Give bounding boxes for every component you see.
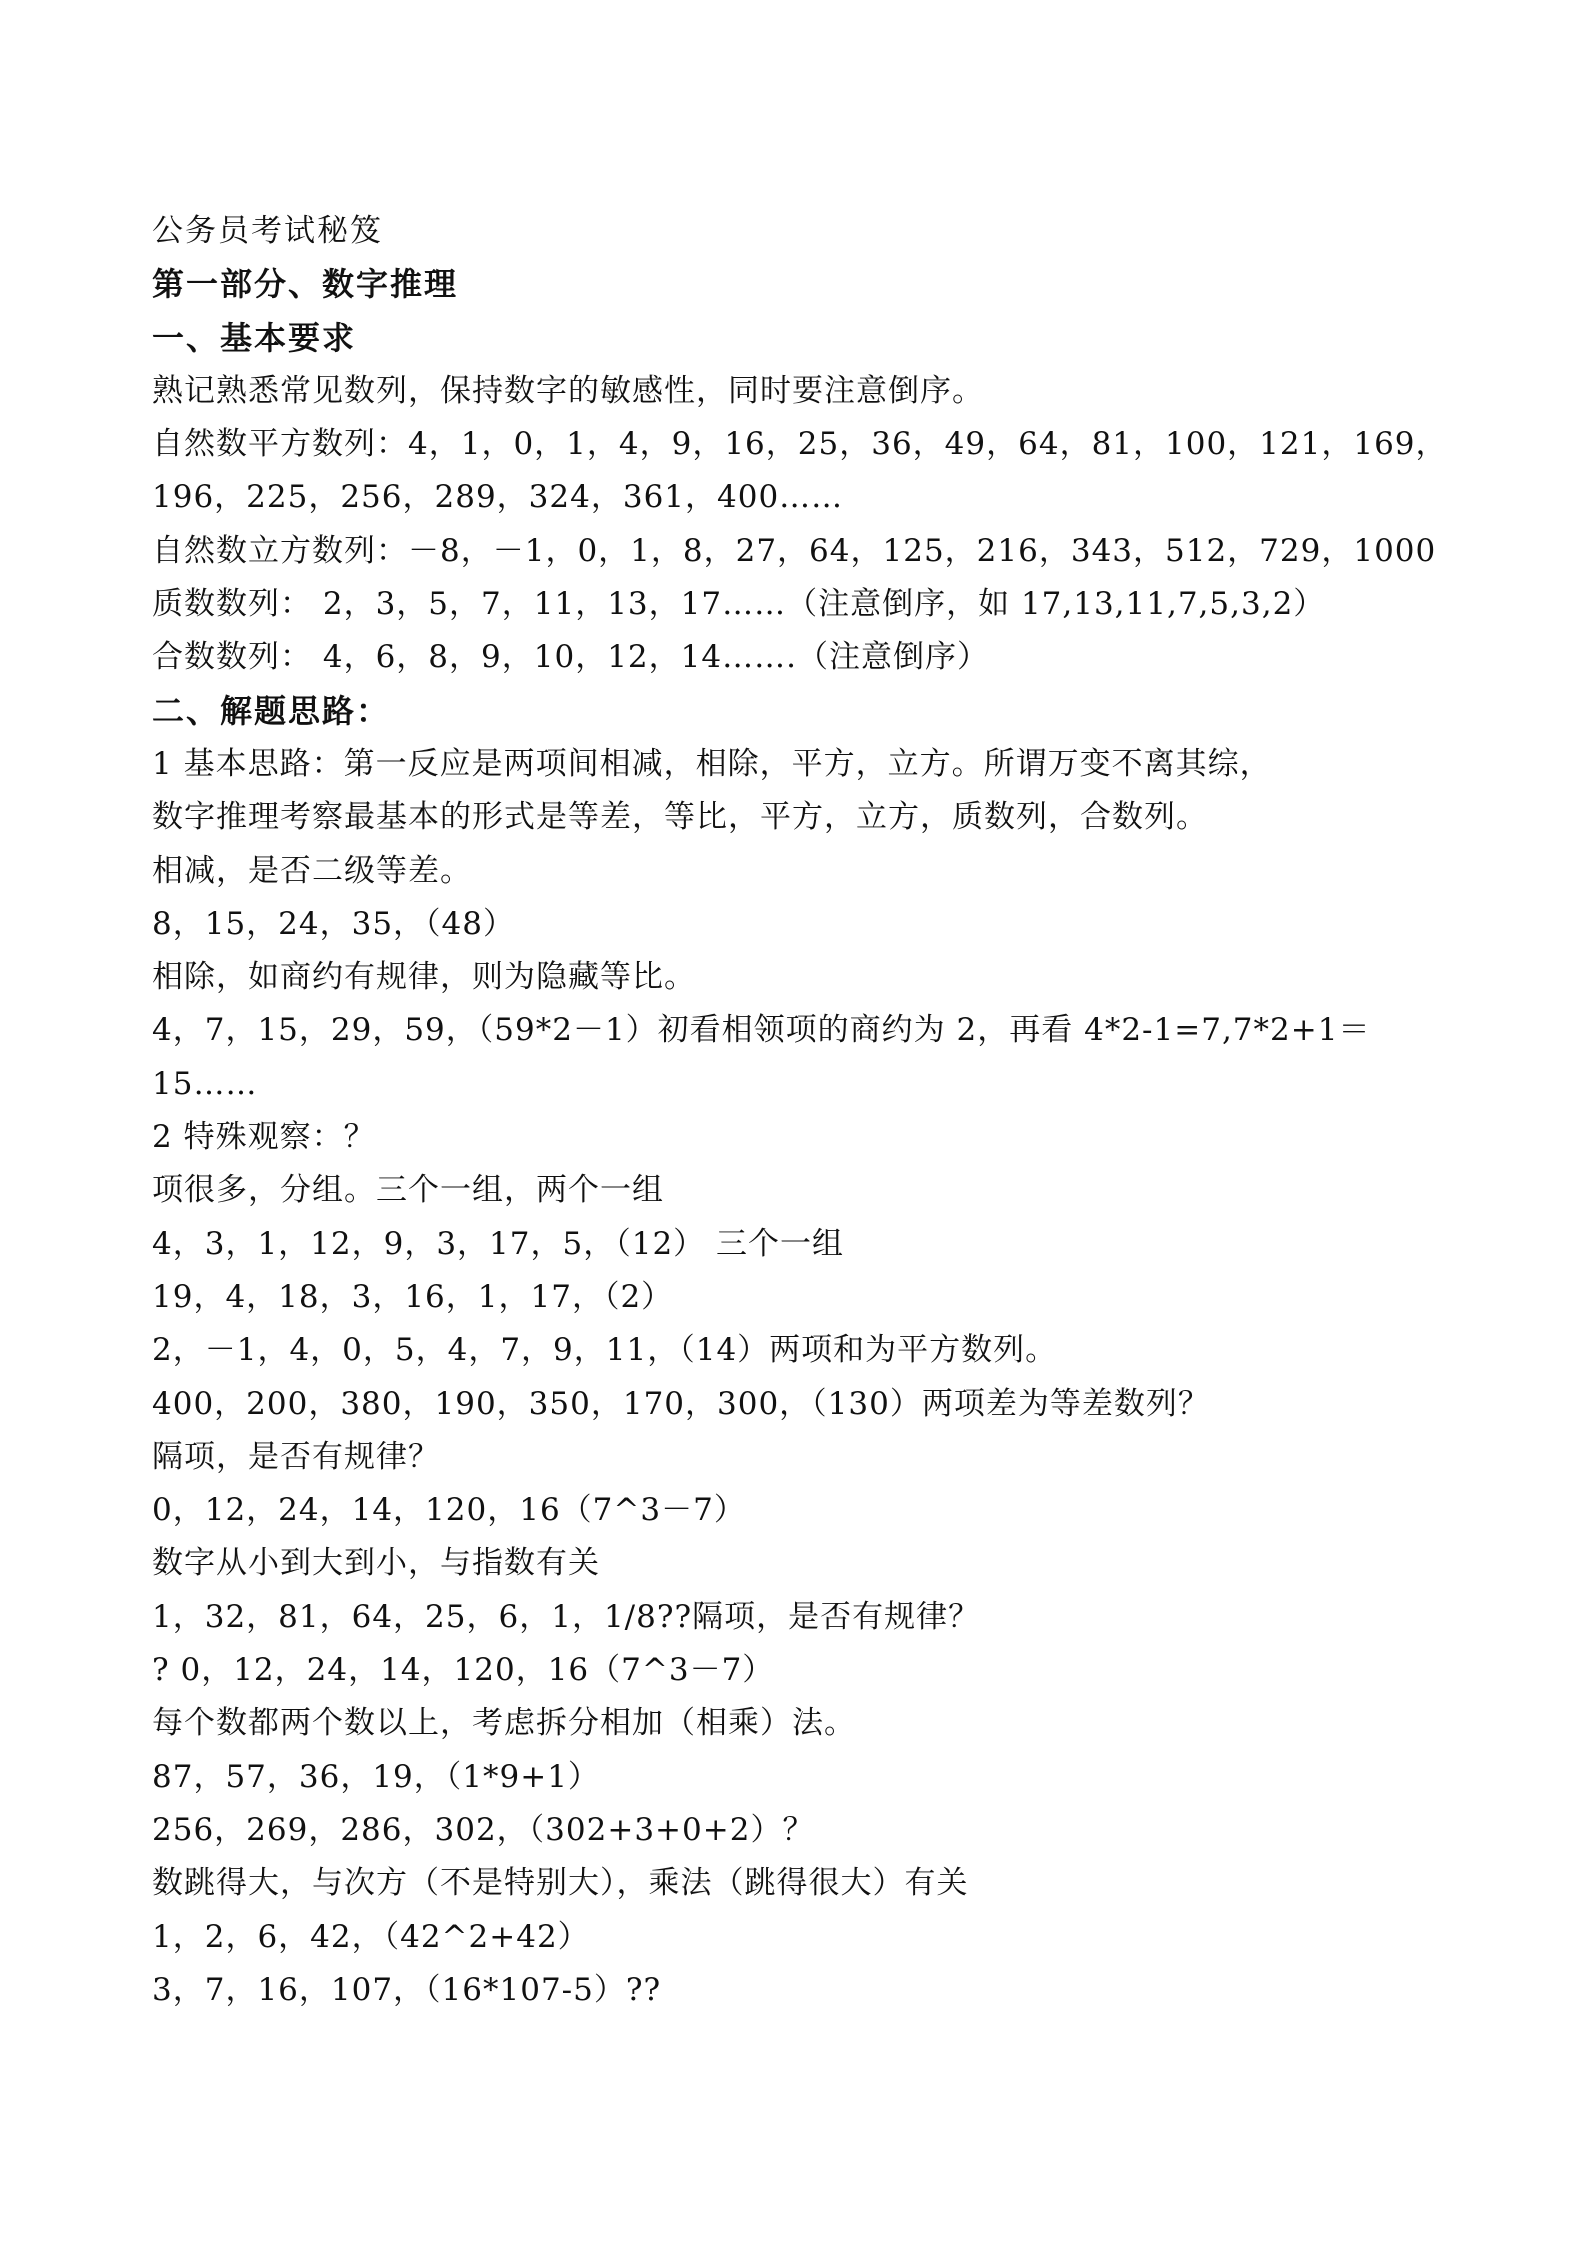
paragraph-line: 196，225，256，289，324，361，400…… [152,479,844,516]
paragraph-line: 自然数立方数列：－8，－1，0，1，8，27，64，125，216，343，512，729，1000 [152,532,1437,569]
paragraph-line: 1，2，6，42，（42^2+42） [152,1918,590,1955]
paragraph-line: 8，15，24，35，（48） [152,905,516,942]
paragraph-line: 相除，如商约有规律，则为隐藏等比。 [152,959,696,996]
section-heading: 第一部分、数字推理 [152,265,459,304]
paragraph-line: 1 基本思路：第一反应是两项间相减，相除，平方，立方。所谓万变不离其综， [152,745,1272,782]
paragraph-line: 3，7，16，107，（16*107-5）?? [152,1971,662,2008]
paragraph-line: 400，200，380，190，350，170，300，（130）两项差为等差数列？ [152,1385,1210,1422]
paragraph-line: 每个数都两个数以上，考虑拆分相加（相乘）法。 [152,1705,856,1742]
paragraph-line: 相减，是否二级等差。 [152,852,472,889]
document-title: 公务员考试秘笈 [152,213,383,249]
paragraph-line: 数字从小到大到小，与指数有关 [152,1545,600,1582]
paragraph-line: 熟记熟悉常见数列，保持数字的敏感性，同时要注意倒序。 [152,372,984,409]
paragraph-line: 2，－1，4，0，5，4，7，9，11，（14）两项和为平方数列。 [152,1332,1058,1369]
paragraph-line: 256，269，286，302，（302+3+0+2）？ [152,1811,815,1848]
paragraph-line: ? 0，12，24，14，120，16（7^3－7） [152,1652,775,1689]
paragraph-line: 合数数列： 4，6，8，9，10，12，14…….（注意倒序） [152,639,989,676]
paragraph-line: 2 特殊观察：？ [152,1119,376,1156]
subsection-heading: 二、解题思路： [152,691,391,730]
paragraph-line: 自然数平方数列：4，1，0，1，4，9，16，25，36，49，64，81，100，121，169， [152,426,1448,463]
subsection-heading: 一、基本要求 [152,318,357,357]
paragraph-line: 4，3，1，12，9，3，17，5，（12） 三个一组 [152,1225,845,1262]
paragraph-line: 数跳得大，与次方（不是特别大），乘法（跳得很大）有关 [152,1865,969,1902]
paragraph-line: 质数数列： 2，3，5，7，11，13，17……（注意倒序，如 17,13,11,7,5,3,2） [152,586,1326,623]
paragraph-line: 数字推理考察最基本的形式是等差，等比，平方，立方，质数列，合数列。 [152,799,1208,836]
paragraph-line: 15…… [152,1065,258,1102]
paragraph-line: 4，7，15，29，59，（59*2－1）初看相领项的商约为 2，再看 4*2-1=7,7*2+1＝ [152,1012,1371,1049]
paragraph-line: 隔项，是否有规律？ [152,1438,440,1475]
paragraph-line: 项很多，分组。三个一组，两个一组 [152,1172,664,1209]
paragraph-line: 0，12，24，14，120，16（7^3－7） [152,1492,746,1529]
paragraph-line: 87，57，36，19，（1*9+1） [152,1758,600,1795]
paragraph-line: 1，32，81，64，25，6，1，1/8??隔项，是否有规律？ [152,1598,981,1635]
document-body [152,205,1462,2017]
paragraph-line: 19，4，18，3，16，1，17，（2） [152,1278,674,1315]
